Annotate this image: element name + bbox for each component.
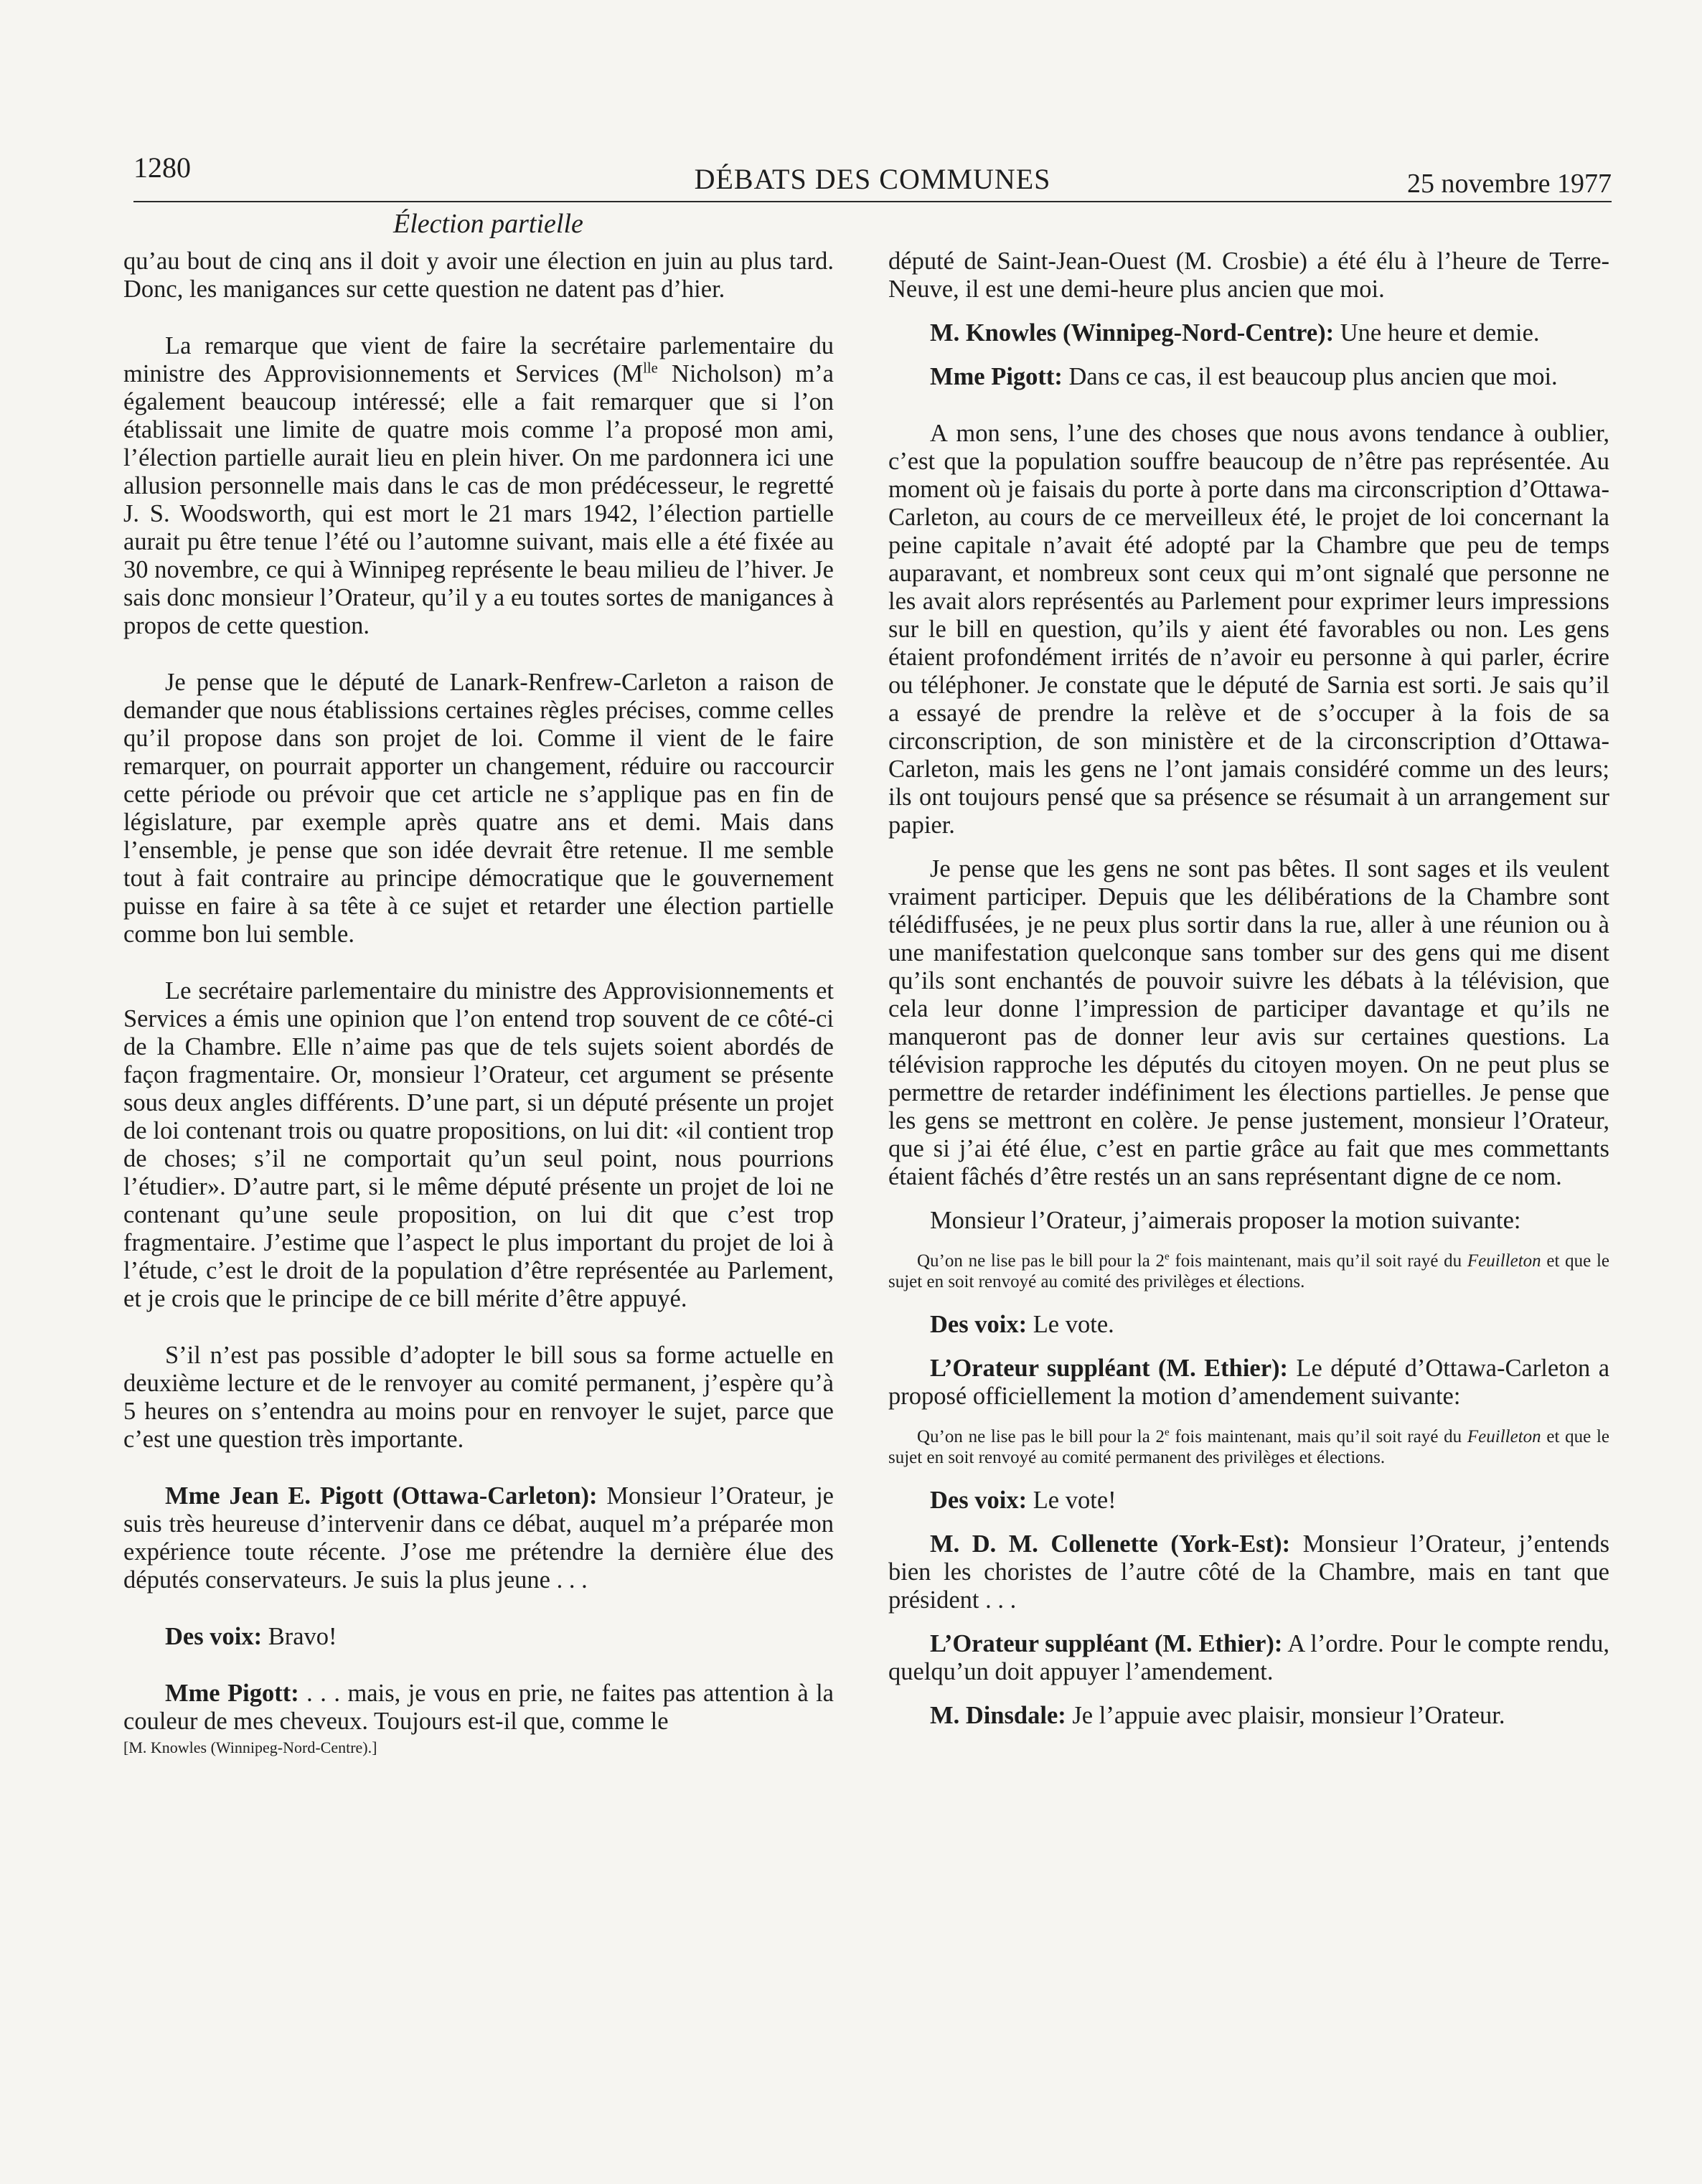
paragraph: député de Saint-Jean-Ouest (M. Crosbie) a été élu à l’heure de Terre-Neuve, il est une demi-heure plus ancien que moi. xyxy=(888,248,1609,303)
text-run: Qu’on ne lise pas le bill pour la 2 xyxy=(917,1427,1165,1446)
speaker-name: L’Orateur suppléant (M. Ethier): xyxy=(930,1355,1289,1382)
speaker-name: M. Knowles (Winnipeg-Nord-Centre): xyxy=(930,319,1335,347)
journal-title: DÉBATS DES COMMUNES xyxy=(694,163,1051,195)
left-column xyxy=(123,248,834,1757)
superscript: e xyxy=(1165,1426,1170,1439)
paragraph: A mon sens, l’une des choses que nous avons tendance à oublier, c’est que la population souffre beaucoup de n’être pas représentée. Au moment où je faisais du porte à porte dans ma circonscription d’Ottawa-Carleton, au cours de ce merveilleux été, le projet de loi concernant la peine capitale n’avait été adopté par la Chambre que peu de temps auparavant, et nombreux sont ceux qui m’ont signalé que personne ne les avait alors représentés au Parlement pour exprimer leurs impressions sur le bill en question, qu’ils y aient été favorables ou non. Les gens étaient profondément irrités de n’avoir eu personne à qui parler, écrire ou téléphoner. Je constate que le député de Sarnia est sorti. Je sais qu’il a essayé de prendre la relève et de s’occuper à la fois de sa circonscription, de son ministère et de la circonscription d’Ottawa-Carleton, mais les gens ne l’ont jamais considéré comme un des leurs; ils ont toujours pensé que sa présence se résumait à un arrangement sur papier. xyxy=(888,420,1609,839)
speaker-name: Des voix: xyxy=(930,1487,1028,1514)
speech xyxy=(888,1355,1609,1411)
paragraph: Le secrétaire parlementaire du ministre des Approvisionnements et Services a émis une opinion que l’on entend trop souvent de ce côté-ci de la Chambre. Elle n’aime pas que de tels sujets soient abordés de façon fragmentaire. Or, monsieur l’Orateur, cet argument se présente sous deux angles différents. D’une part, si un député présente un projet de loi contenant trois ou quatre propositions, on lui dit: «il contient trop de choses; s’il ne comportait qu’un seul point, nous pourrions l’étudier». D’autre part, si le même député présente un projet de loi ne contenant qu’une seule proposition, on lui dit que c’est trop fragmentaire. J’estime que l’aspect le plus important du projet de loi à l’étude, c’est le droit de la population d’être représentée au Parlement, et je crois que le principe de ce bill mérite d’être appuyé. xyxy=(123,977,834,1312)
page-header xyxy=(133,151,1612,202)
speech-text: . . . mais, je vous en prie, ne faites pas attention à la couleur de mes cheveux. Toujours est-il que, comme le xyxy=(123,1680,834,1735)
issue-date: 25 novembre 1977 xyxy=(1407,169,1612,199)
motion-quote xyxy=(888,1426,1609,1468)
speech-text: Une heure et demie. xyxy=(1334,319,1540,347)
paragraph: Monsieur l’Orateur, j’aimerais proposer la motion suivante: xyxy=(930,1207,1521,1234)
text-run: et que le sujet en soit renvoyé au comité des privilèges et élections. xyxy=(888,1251,1609,1291)
text-run: La remarque que vient de faire la secrétaire parlementaire du ministre des Approvisionnements et Services (M xyxy=(123,332,834,387)
speech xyxy=(888,1702,1609,1730)
speech xyxy=(888,363,1609,391)
speech-text: A l’ordre. Pour le compte rendu, quelqu’un doit appuyer l’amendement. xyxy=(888,1630,1609,1685)
speech-text: Je l’appuie avec plaisir, monsieur l’Orateur. xyxy=(1066,1702,1505,1729)
paragraph: Je pense que les gens ne sont pas bêtes. Il sont sages et ils veulent vraiment participer. Depuis que les délibérations de la Chambre sont télédiffusées, je ne peux plus sortir dans la rue, aller à une réunion ou à une manifestation quelconque sans tomber sur des gens qui me disent qu’ils sont enchantés de pouvoir suivre les débats à la télévision, que cela leur donne l’impression de participer davantage et qu’ils ne manqueront pas de donner leur avis sur certaines questions. La télévision rapproche les députés du citoyen moyen. On ne peut plus se permettre de retarder indéfiniment les élections partielles. Je pense que les gens se mettront en colère. Je pense justement, monsieur l’Orateur, que si j’ai été élue, c’est en partie grâce au fait que mes commettants étaient fâchés d’être restés un an sans représentant digne de ce nom. xyxy=(888,855,1609,1190)
speaker-name: M. Dinsdale: xyxy=(930,1702,1066,1729)
speech xyxy=(123,1482,834,1594)
speaker-name: M. D. M. Collenette (York-Est): xyxy=(930,1530,1291,1558)
speech-text: Le député d’Ottawa-Carleton a proposé officiellement la motion d’amendement suivante: xyxy=(888,1355,1610,1410)
text-run: Qu’on ne lise pas le bill pour la 2 xyxy=(917,1251,1165,1271)
speaker-name: Mme Pigott: xyxy=(930,363,1063,390)
speech xyxy=(888,1487,1609,1515)
motion-quote xyxy=(888,1251,1609,1292)
speech xyxy=(888,1311,1609,1339)
paragraph xyxy=(123,332,834,640)
speaker-name: Mme Jean E. Pigott (Ottawa-Carleton): xyxy=(165,1482,598,1510)
speech-text: Le vote! xyxy=(1027,1487,1116,1514)
speech-text: Monsieur l’Orateur, je suis très heureuse d’intervenir dans ce débat, auquel m’a préparée mon expérience toute récente. J’ose me prétendre la dernière élue des députés conservateurs. Je suis la plus jeune . . . xyxy=(123,1482,834,1594)
speech xyxy=(123,1680,834,1736)
speaker-footnote: [M. Knowles (Winnipeg-Nord-Centre).] xyxy=(123,1738,377,1756)
speech xyxy=(123,1623,834,1651)
superscript: lle xyxy=(643,360,658,377)
paragraph: Je pense que le député de Lanark-Renfrew-Carleton a raison de demander que nous établissions certaines règles précises, comme celles qu’il propose dans son projet de loi. Comme il vient de le faire remarquer, on pourrait apporter un changement, réduire ou raccourcir cette période ou prévoir que cet article ne s’applique pas en fin de législature, par exemple après quatre ans et demi. Mais dans l’ensemble, je pense que son idée devrait être retenue. Il me semble tout à fait contraire au principe démocratique que le gouvernement puisse en faire à sa tête à ce sujet et retarder une élection partielle comme bon lui semble. xyxy=(123,669,834,948)
speaker-name: L’Orateur suppléant (M. Ethier): xyxy=(930,1630,1283,1657)
speech xyxy=(888,319,1609,347)
speaker-name: Des voix: xyxy=(165,1623,263,1650)
section-title: Élection partielle xyxy=(393,209,583,239)
speech-text: Monsieur l’Orateur, j’entends bien les choristes de l’autre côté de la Chambre, mais en tant que président . . . xyxy=(888,1530,1609,1614)
text-run: fois maintenant, mais qu’il soit rayé du xyxy=(1169,1251,1467,1271)
text-run: fois maintenant, mais qu’il soit rayé du xyxy=(1169,1427,1467,1446)
speech xyxy=(888,1530,1609,1614)
speech-text: Bravo! xyxy=(262,1623,337,1650)
text-run: et que le sujet en soit renvoyé au comité permanent des privilèges et élections. xyxy=(888,1427,1609,1467)
paragraph: S’il n’est pas possible d’adopter le bill sous sa forme actuelle en deuxième lecture et de le renvoyer au comité permanent, j’espère qu’à 5 heures on s’entendra au moins pour en renvoyer le sujet, parce que c’est une question très importante. xyxy=(123,1342,834,1453)
speaker-name: Des voix: xyxy=(930,1311,1028,1338)
superscript: e xyxy=(1165,1251,1170,1263)
speech-text: Dans ce cas, il est beaucoup plus ancien que moi. xyxy=(1062,363,1558,390)
speech-text: Le vote. xyxy=(1027,1311,1114,1338)
speaker-name: Mme Pigott: xyxy=(165,1680,299,1707)
text-run: Feuilleton xyxy=(1467,1251,1541,1271)
text-run: Nicholson) m’a également beaucoup intéressé; elle a fait remarquer que si l’on établissait une limite de quatre mois comme l’a proposé mon ami, l’élection partielle aurait lieu en plein hiver. On me pardonnera ici une allusion personnelle mais dans le cas de mon prédécesseur, le regretté J. S. Woodsworth, qui est mort le 21 mars 1942, l’élection partielle aurait pu être tenue l’été ou l’automne suivant, mais elle a été fixée au 30 novembre, ce qui à Winnipeg représente le beau milieu de l’hiver. Je sais donc monsieur l’Orateur, qu’il y a eu toutes sortes de manigances à propos de cette question. xyxy=(123,360,834,639)
right-column xyxy=(888,248,1609,1746)
speech xyxy=(888,1630,1609,1686)
page-number: 1280 xyxy=(133,151,191,184)
paragraph: qu’au bout de cinq ans il doit y avoir une élection en juin au plus tard. Donc, les manigances sur cette question ne datent pas d’hier. xyxy=(123,248,834,303)
text-run: Feuilleton xyxy=(1467,1427,1541,1446)
